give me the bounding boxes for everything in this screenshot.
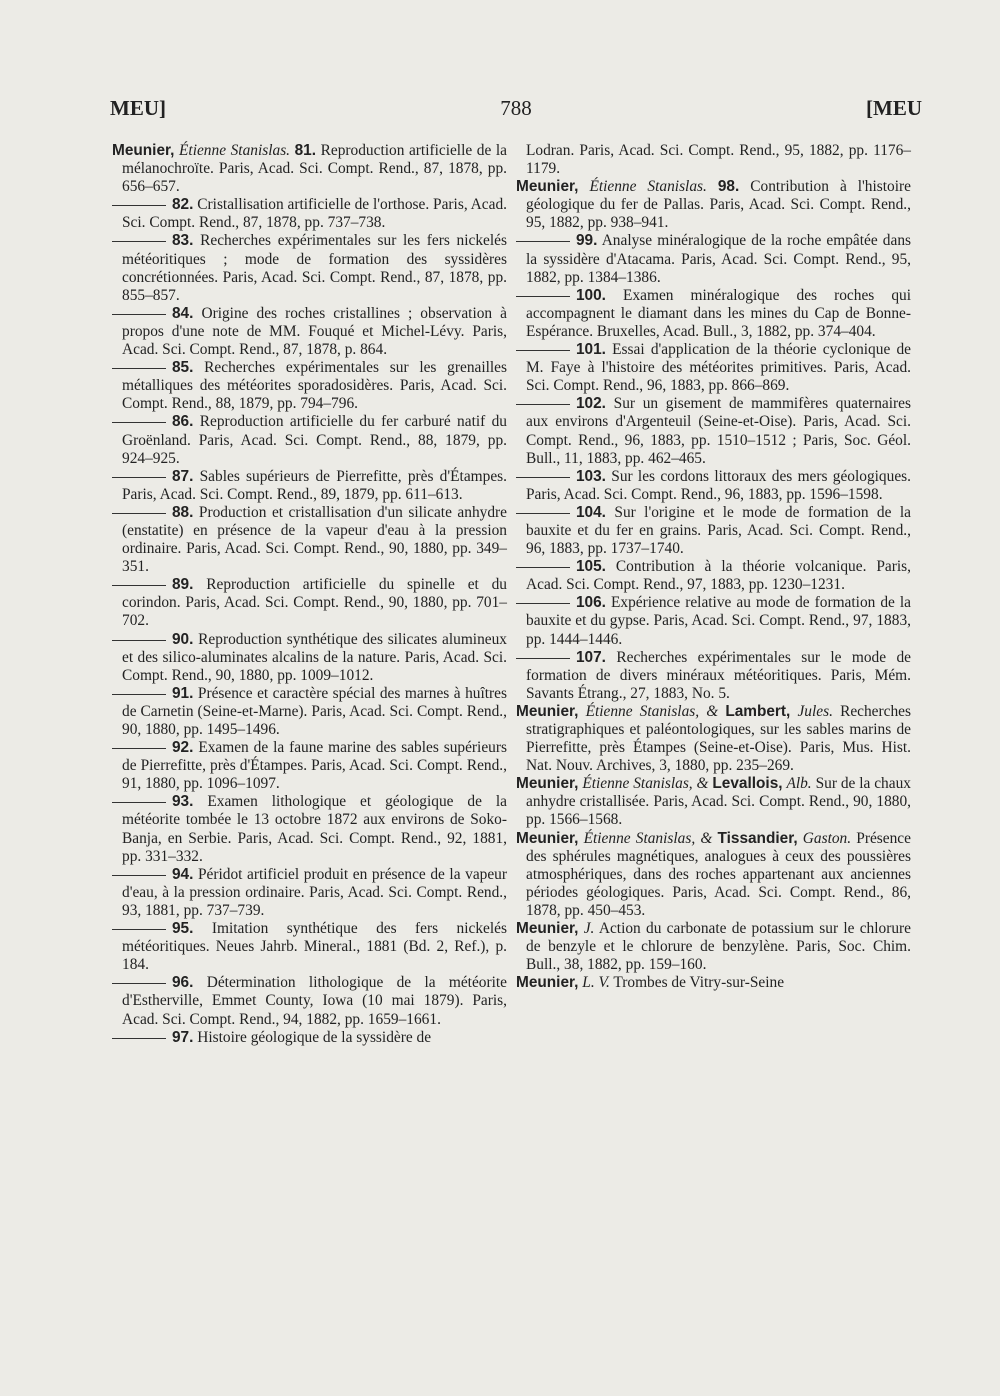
bibliography-entry [112,920,507,974]
entry-text: Recherches expérimentales sur les grenailles métalliques des météorites sporadosidères. Paris, Acad. Sci. Compt. Rend., 88, 1879, pp. 794–796. [122,359,507,413]
bibliography-entry [112,468,507,504]
bibliography-entry [516,594,911,648]
entry-text: Présence des sphérules magnétiques, analogues à ceux des poussières atmosphériques, dans des roches appartenant aux anciennes périodes géologiques. Paris, Acad. Sci. Compt. Rend., 86, 1878, pp. 450–453. [526,829,911,919]
bibliography-entry [112,793,507,865]
entry-number: 107. [576,648,606,666]
entry-number: 88. [172,503,194,521]
ditto-dash [112,929,166,930]
entry-number: 83. [172,232,194,250]
entry-number: 105. [576,558,606,576]
bibliography-entry [516,775,911,829]
entry-text: Présence et caractère spécial des marnes à huîtres de Carnetin (Seine-et-Marne). Paris, Acad. Sci. Compt. Rend., 90, 1880, pp. 1495–1496. [122,684,507,738]
author-given-name: Étienne Stanislas, & [582,775,713,793]
author-name: Meunier, [516,775,579,793]
ditto-dash [516,513,570,514]
ditto-dash [112,640,166,641]
entry-number: 97. [172,1028,194,1046]
entry-text: Expérience relative au mode de formation de la bauxite et du gypse. Paris, Acad. Sci. Compt. Rend., 97, 1883, pp. 1444–1446. [526,594,911,648]
ditto-dash [112,477,166,478]
bibliography-entry [516,649,911,703]
bibliography-entry [112,305,507,359]
bibliography-entry [516,395,911,467]
entry-number: 91. [172,684,194,702]
ditto-dash [112,694,166,695]
entry-text: Sur un gisement de mammifères quaternaires aux environs d'Argenteuil (Seine-et-Oise). Paris, Acad. Sci. Compt. Rend., 96, 1883, pp. 1510–1512 ; Paris, Soc. Géol. Bull., 11, 1883, pp. 462–465. [526,395,911,467]
entry-number: 102. [576,395,606,413]
bibliography-entry [112,576,507,630]
entry-number: 84. [172,304,194,322]
coauthor-given-name: Gaston. [802,829,852,847]
entry-number: 99. [576,232,598,250]
header-left-guide-word: MEU] [110,96,166,120]
entry-number: 103. [576,467,606,485]
bibliography-entry [516,287,911,341]
entry-text: Recherches stratigraphiques et paléontologiques, sur les sables marins de Pierrefitte, près Étampes (Seine-et-Oise). Paris, Mus. Hist. Nat. Nouv. Archives, 3, 1880, pp. 235–269. [526,702,911,775]
ditto-dash [112,1038,166,1039]
bibliography-entry [516,558,911,594]
ditto-dash [112,241,166,242]
entry-text: Sur les cordons littoraux des mers géologiques. Paris, Acad. Sci. Compt. Rend., 96, 1883, pp. 1596–1598. [526,467,911,503]
right-column [516,142,911,992]
entry-text: Examen lithologique et géologique de la météorite tombée le 13 octobre 1872 aux environs de Soko-Banja, en Serbie. Paris, Acad. Sci. Compt. Rend., 92, 1881, pp. 331–332. [122,793,507,865]
bibliography-entry [112,142,507,196]
bibliography-entry [112,739,507,793]
entry-number: 101. [576,341,606,359]
bibliography-entry [516,142,911,178]
entry-text: Recherches expérimentales sur le mode de formation de divers minéraux météoritiques. Paris, Mém. Savants Étrang., 27, 1883, No. 5. [526,648,911,702]
left-column [112,142,507,1047]
bibliography-entry [516,703,911,775]
entry-text: Cristallisation artificielle de l'orthose. Paris, Acad. Sci. Compt. Rend., 87, 1878, pp. 737–738. [122,196,507,232]
ditto-dash [516,603,570,604]
entry-text: Analyse minéralogique de la roche empâtée dans la syssidère d'Atacama. Paris, Acad. Sci. Compt. Rend., 95, 1882, pp. 1384–1386. [526,232,912,286]
author-given-name: L. V. [582,974,610,992]
bibliography-entry [516,830,911,920]
entry-text: Trombes de Vitry-sur-Seine [613,974,785,992]
author-name: Meunier, [516,178,579,196]
entry-text: Origine des roches cristallines ; observation à propos d'une note de MM. Fouqué et Michel-Lévy. Paris, Acad. Sci. Compt. Rend., 87, 1878, p. 864. [122,304,507,359]
ditto-dash [112,802,166,803]
author-name: Meunier, [516,920,579,938]
entry-text: Sur l'origine et le mode de formation de la bauxite et du fer en grains. Paris, Acad. Sci. Compt. Rend., 96, 1883, pp. 1737–1740. [526,503,911,558]
ditto-dash [516,567,570,568]
entry-text: Production et cristallisation d'un silicate anhydre (enstatite) en présence de la vapeur d'eau à la pression ordinaire. Paris, Acad. Sci. Compt. Rend., 90, 1880, pp. 349–351. [122,503,507,576]
coauthor-name: Levallois, [712,775,783,793]
entry-number: 95. [172,920,194,938]
entry-number: 81. [294,142,317,159]
bibliography-entry [516,974,911,992]
entry-number: 87. [172,467,194,485]
entry-text: Reproduction synthétique des silicates alumineux et des silico-aluminates alcalins de la nature. Paris, Acad. Sci. Compt. Rend., 90, 1880, pp. 1009–1012. [122,630,507,684]
entry-text: Action du carbonate de potassium sur le chlorure de benzyle et le chlorure de benzylène. Paris, Soc. Chim. Bull., 38, 1882, pp. 159–160. [526,920,911,974]
ditto-dash [112,314,166,315]
entry-text: Lodran. Paris, Acad. Sci. Compt. Rend., 95, 1882, pp. 1176–1179. [526,142,911,178]
bibliography-entry [516,920,911,974]
ditto-dash [516,296,570,297]
bibliography-entry [112,413,507,467]
entry-number: 94. [172,865,194,883]
coauthor-name: Lambert, [725,702,791,720]
ditto-dash [112,983,166,984]
entry-text: Essai d'application de la théorie cyclonique de M. Faye à l'histoire des météorites primitives. Paris, Acad. Sci. Compt. Rend., 96, 1883, pp. 866–869. [526,341,911,395]
coauthor-given-name: Alb. [786,775,812,793]
entry-text: Imitation synthétique des fers nickelés météoritiques. Neues Jahrb. Mineral., 1881 (Bd. 2, Ref.), p. 184. [122,920,507,974]
coauthor-name: Tissandier, [717,829,798,847]
bibliography-entry [112,1029,507,1047]
ditto-dash [516,477,570,478]
entry-number: 85. [172,359,194,377]
entry-text: Examen minéralogique des roches qui accompagnent le diamant dans les mines du Cap de Bonne-Espérance. Bruxelles, Acad. Bull., 3, 1882, pp. 374–404. [526,286,911,340]
bibliography-entry [112,196,507,232]
header-right-guide-word: [MEU [866,96,922,120]
entry-number: 82. [172,196,194,214]
entry-text: Sables supérieurs de Pierrefitte, près d'Étampes. Paris, Acad. Sci. Compt. Rend., 89, 1879, pp. 611–613. [122,467,507,503]
author-given-name: Étienne Stanislas, & [585,702,726,720]
author-name: Meunier, [112,142,175,159]
bibliography-entry [516,504,911,558]
author-name: Meunier, [516,829,579,847]
entry-number: 96. [172,974,194,992]
bibliography-entry [112,359,507,413]
coauthor-given-name: Jules. [797,702,833,720]
bibliography-entry [112,631,507,685]
entry-number: 100. [576,286,606,304]
ditto-dash [112,513,166,514]
ditto-dash [112,585,166,586]
bibliography-entry [112,685,507,739]
entry-text: Examen de la faune marine des sables supérieurs de Pierrefitte, près d'Étampes. Paris, Acad. Sci. Compt. Rend., 91, 1880, pp. 1096–1097. [122,739,507,793]
entry-text: Recherches expérimentales sur les fers nickelés météoritiques ; mode de formation des syssidères concrétionnées. Paris, Acad. Sci. Compt. Rend., 87, 1878, pp. 855–857. [122,232,507,304]
bibliography-entry [516,232,911,286]
ditto-dash [516,404,570,405]
author-name: Meunier, [516,974,579,992]
entry-text: Reproduction artificielle du fer carburé natif du Groënland. Paris, Acad. Sci. Compt. Rend., 88, 1879, pp. 924–925. [122,413,507,467]
entry-text: Reproduction artificielle du spinelle et du corindon. Paris, Acad. Sci. Compt. Rend., 90, 1880, pp. 701–702. [122,576,507,630]
entry-number: 104. [576,503,606,521]
bibliography-entry [112,866,507,920]
ditto-dash [112,205,166,206]
author-given-name: J. [583,920,595,938]
ditto-dash [516,350,570,351]
page-header [110,96,922,126]
bibliography-entry [112,974,507,1028]
bibliography-entry [516,468,911,504]
entry-text: Reproduction artificielle de la mélanochroïte. Paris, Acad. Sci. Compt. Rend., 87, 1878, pp. 656–657. [122,142,507,196]
entry-number: 90. [172,630,194,648]
entry-number: 106. [576,594,606,612]
entry-number: 86. [172,413,194,431]
ditto-dash [516,241,570,242]
ditto-dash [112,368,166,369]
author-given-name: Étienne Stanislas. [179,142,291,159]
entry-text: Histoire géologique de la syssidère de [197,1028,432,1046]
ditto-dash [112,875,166,876]
ditto-dash [516,658,570,659]
page-number: 788 [500,96,532,120]
entry-text: Détermination lithologique de la météorite d'Estherville, Emmet County, Iowa (10 mai 1879). Paris, Acad. Sci. Compt. Rend., 94, 1882, pp. 1659–1661. [122,974,507,1028]
bibliography-entry [516,178,911,232]
ditto-dash [112,422,166,423]
entry-text: Péridot artificiel produit en présence de la vapeur d'eau, à la pression ordinaire. Paris, Acad. Sci. Compt. Rend., 93, 1881, pp. 737–739. [122,865,507,919]
entry-text: Sur de la chaux anhydre cristallisée. Paris, Acad. Sci. Compt. Rend., 90, 1880, pp. 1566–1568. [526,775,911,829]
author-given-name: Étienne Stanislas, & [583,829,718,847]
entry-number: 98. [717,178,740,196]
ditto-dash [112,748,166,749]
bibliography-entry [112,232,507,304]
entry-text: Contribution à la théorie volcanique. Paris, Acad. Sci. Compt. Rend., 97, 1883, pp. 1230–1231. [526,558,911,594]
author-name: Meunier, [516,702,579,720]
entry-text: Contribution à l'histoire géologique du fer de Pallas. Paris, Acad. Sci. Compt. Rend., 95, 1882, pp. 938–941. [526,178,911,232]
entry-number: 93. [172,793,194,811]
entry-number: 92. [172,739,194,757]
author-given-name: Étienne Stanislas. [589,178,707,196]
entry-number: 89. [172,576,194,594]
bibliography-entry [112,504,507,576]
bibliography-entry [516,341,911,395]
